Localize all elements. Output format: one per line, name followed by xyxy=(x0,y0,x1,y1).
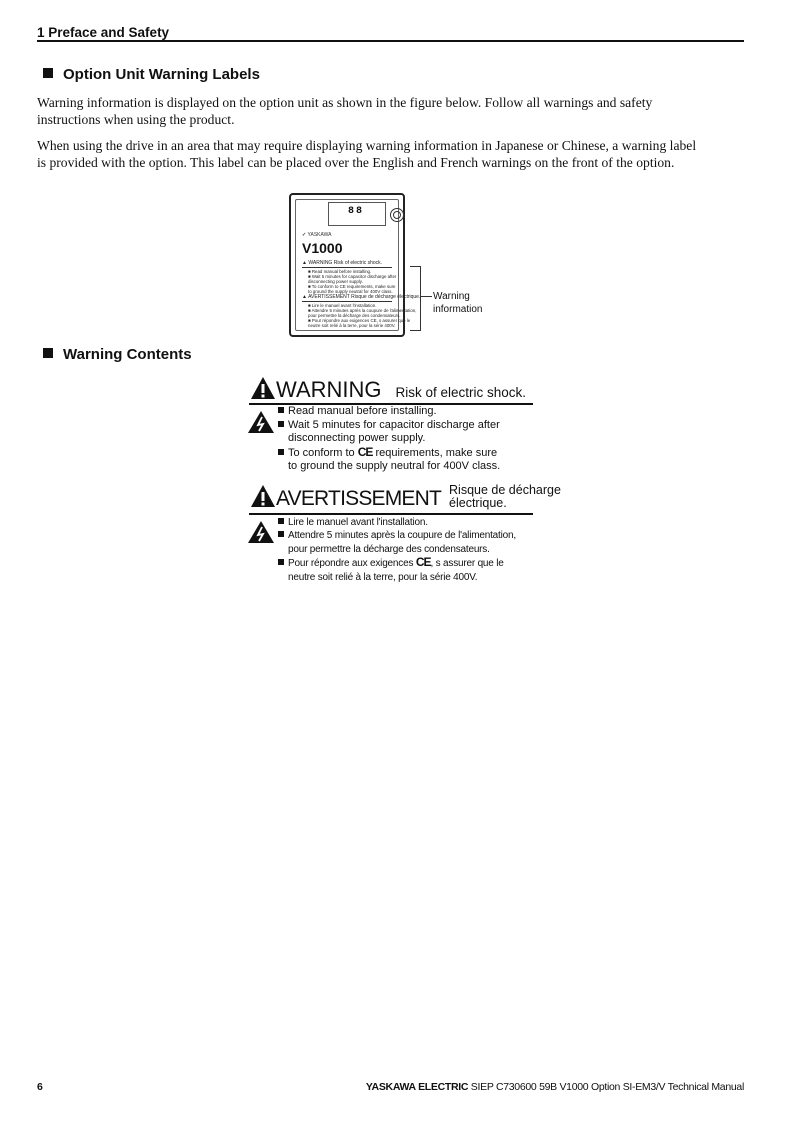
bullet-icon xyxy=(278,407,284,413)
mini-warning-text: WARNING Risk of electric shock. xyxy=(308,260,383,266)
footer-doc-id: SIEP C730600 59B V1000 Option SI-EM3/V Technical Manual xyxy=(468,1081,744,1093)
mini-avert-triangle-icon: ▲ xyxy=(302,294,307,300)
paragraph-1-line-1: Warning information is displayed on the option unit as shown in the figure below. Follow all warnings and safety xyxy=(37,95,653,110)
paragraph-1 xyxy=(37,94,747,128)
section-heading-text: Warning Contents xyxy=(63,346,192,363)
bullet-icon xyxy=(278,531,284,537)
section-heading-text: Option Unit Warning Labels xyxy=(63,66,260,83)
electric-shock-icon xyxy=(247,410,275,434)
warning-triangle-icon xyxy=(250,376,276,400)
mini-line: ■ Lire le manuel avant l'installation. xyxy=(308,303,377,308)
callout-bracket xyxy=(410,266,421,331)
avertissement-item-text: Pour répondre aux exigences xyxy=(288,558,414,570)
avertissement-word: AVERTISSEMENT xyxy=(276,487,442,510)
avertissement-item-continuation: pour permettre la décharge des condensateurs. xyxy=(288,543,490,555)
mini-avert-title xyxy=(302,295,420,300)
callout-line-2: information xyxy=(433,304,483,315)
paragraph-2-line-2: is provided with the option. This label can be placed over the English and French warnings on the front of the option. xyxy=(37,155,675,170)
warning-item-3 xyxy=(278,446,500,461)
mini-avert-lines xyxy=(308,303,416,328)
avertissement-item-3 xyxy=(278,556,516,570)
footer-brand: YASKAWA ELECTRIC xyxy=(365,1081,469,1093)
model-label: V1000 xyxy=(302,240,343,256)
mini-line: ■ Wait 5 minutes for capacitor discharge after xyxy=(308,274,397,279)
warning-item-text: requirements, make sure xyxy=(375,446,498,459)
paragraph-1-line-2: instructions when using the product. xyxy=(37,112,235,127)
avertissement-item-text: , s assurer que le xyxy=(430,558,504,570)
warning-item-1 xyxy=(278,405,500,419)
avertissement-risk-line-2: électrique. xyxy=(449,496,507,510)
bullet-square-icon xyxy=(43,348,53,358)
mini-line: neutre soit relié à la terre, pour la série 400V. xyxy=(308,323,396,328)
avertissement-item-2 xyxy=(278,529,516,542)
mini-line: ■ To conform to CE requirements, make sure xyxy=(308,284,396,289)
mini-avert-text: AVERTISSEMENT Risque de décharge électrique. xyxy=(308,294,421,300)
warning-risk-text: Risk of electric shock. xyxy=(395,385,527,400)
brand-text: YASKAWA xyxy=(307,232,332,238)
warning-title xyxy=(250,376,526,403)
avertissement-list xyxy=(278,516,516,584)
paragraph-2-line-1: When using the drive in an area that may require displaying warning information in Japanese or Chinese, a warning label xyxy=(37,138,697,153)
avertissement-rule xyxy=(249,513,533,515)
warning-triangle-icon xyxy=(250,484,276,508)
warning-item-2 xyxy=(278,419,500,433)
warning-item-text: Wait 5 minutes for capacitor discharge after xyxy=(288,418,500,431)
warning-word: WARNING xyxy=(276,377,382,402)
callout-label xyxy=(433,290,513,316)
ce-mark-icon: CE xyxy=(415,555,431,570)
warning-list xyxy=(278,405,500,474)
avertissement-item-continuation: neutre soit relié à la terre, pour la série 400V. xyxy=(288,571,478,583)
mini-rule-2 xyxy=(302,301,392,302)
avertissement-item-1 xyxy=(278,516,516,529)
section-heading-warning-contents xyxy=(43,346,192,363)
ce-mark-icon: CE xyxy=(357,444,373,459)
mini-warning-title xyxy=(302,261,382,266)
electric-shock-icon xyxy=(247,520,275,544)
section-header: 1 Preface and Safety xyxy=(37,25,170,40)
avertissement-risk-line-1: Risque de décharge xyxy=(449,483,561,497)
option-unit-figure xyxy=(289,193,421,337)
bullet-icon xyxy=(278,421,284,427)
mini-warning-lines xyxy=(308,269,396,294)
mini-rule-1 xyxy=(302,267,392,268)
avertissement-title xyxy=(250,484,561,511)
mini-line: pour permettre la décharge des condensateurs. xyxy=(308,313,401,318)
mini-line: disconnecting power supply. xyxy=(308,279,363,284)
paragraph-2 xyxy=(37,137,747,171)
footer-doc-title xyxy=(366,1081,744,1093)
section-heading-option-unit xyxy=(43,66,260,83)
page-number: 6 xyxy=(37,1081,43,1093)
header-rule xyxy=(37,40,744,42)
mini-warning-triangle-icon: ▲ xyxy=(302,260,307,266)
mini-line: ■ Attendre 5 minutes après la coupure de l'alimentation, xyxy=(308,308,417,313)
option-unit-panel xyxy=(295,199,421,331)
bullet-icon xyxy=(278,518,284,524)
avertissement-risk xyxy=(449,484,561,510)
warning-item-continuation: disconnecting power supply. xyxy=(288,432,426,444)
warning-item-text: Read manual before installing. xyxy=(288,405,437,417)
bullet-square-icon xyxy=(43,68,53,78)
callout-line-1: Warning xyxy=(433,291,470,302)
led-display: 88 xyxy=(347,206,364,217)
avertissement-item-text: Lire le manuel avant l'installation. xyxy=(288,517,428,528)
yaskawa-logo-icon: ✓ xyxy=(302,232,307,238)
brand-label xyxy=(302,232,332,238)
mini-line: ■ Pour répondre aux exigences CE, s assurer que le xyxy=(308,318,411,323)
warning-item-text: To conform to xyxy=(288,446,355,459)
option-unit-display-window xyxy=(328,202,386,226)
avertissement-item-text: Attendre 5 minutes après la coupure de l'alimentation, xyxy=(288,530,516,542)
mini-line: to ground the supply neutral for 400V class. xyxy=(308,289,393,294)
knob-icon xyxy=(390,208,404,222)
callout-leader-line xyxy=(420,296,432,297)
bullet-icon xyxy=(278,559,284,565)
bullet-icon xyxy=(278,449,284,455)
mini-line: ■ Read manual before installing. xyxy=(308,269,372,274)
warning-item-continuation: to ground the supply neutral for 400V class. xyxy=(288,460,501,472)
